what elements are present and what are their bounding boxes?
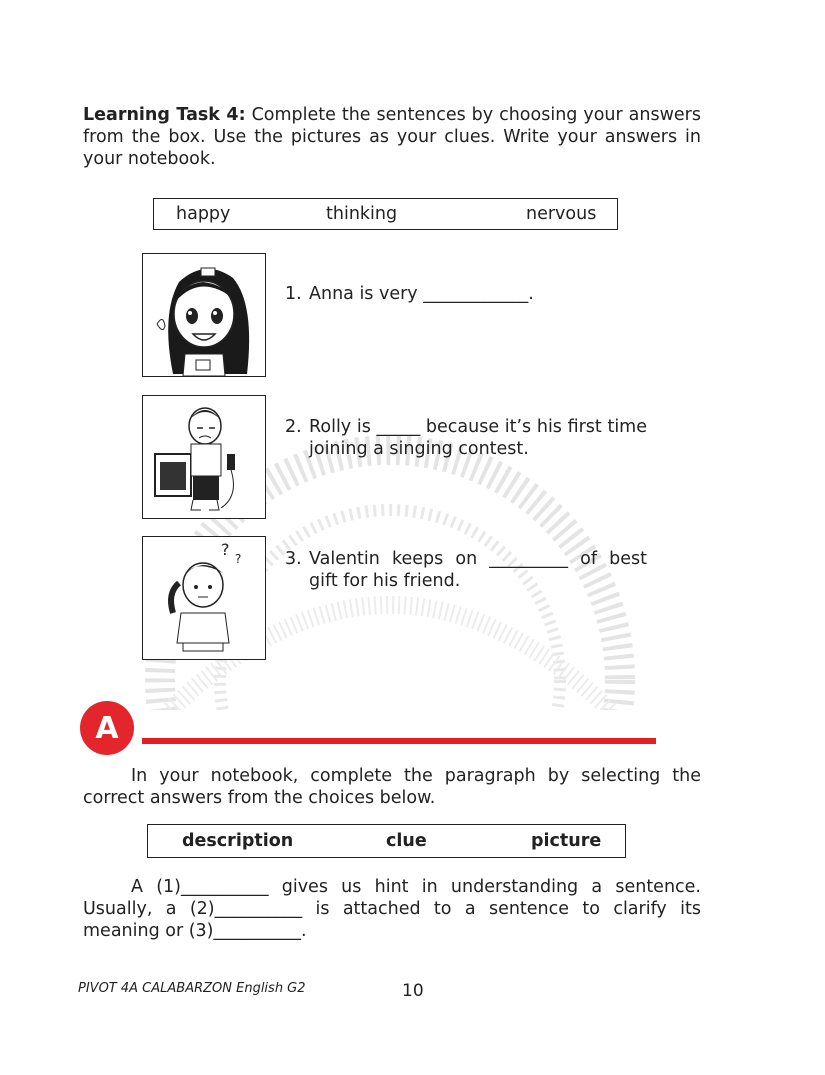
- question-3: [285, 548, 647, 592]
- thinking-boy-illustration: [143, 537, 265, 659]
- question-number: 1.: [285, 284, 302, 304]
- word-choice: thinking: [326, 204, 398, 224]
- section-a-instructions: [83, 765, 701, 809]
- section-a-badge: A: [80, 701, 134, 755]
- section-divider: [142, 738, 656, 744]
- svg-text:?: ?: [235, 552, 242, 566]
- task-text: Complete the sentences by choosing your answers from the box. Use the pictures as your clues. Write your answers in your notebook.: [83, 105, 701, 169]
- page-number: 10: [402, 981, 424, 1001]
- happy-girl-illustration: [143, 254, 265, 376]
- choices-box: [147, 824, 626, 858]
- choice-word: description: [182, 831, 294, 851]
- word-box: [153, 198, 618, 230]
- question-number: 3.: [285, 549, 302, 569]
- task-instructions: [83, 104, 701, 170]
- choice-word: clue: [386, 831, 427, 851]
- section-a-text: In your notebook, complete the paragraph by selecting the correct answers from the choices below.: [83, 766, 701, 808]
- question-text: Rolly is _____ because it’s his first time joining a singing contest.: [309, 417, 647, 459]
- picture-valentin: [142, 536, 266, 660]
- choice-word: picture: [531, 831, 602, 851]
- fill-in-paragraph: [83, 876, 701, 942]
- question-text: Anna is very ____________.: [309, 284, 534, 304]
- nervous-boy-illustration: [143, 396, 265, 518]
- word-choice: nervous: [526, 204, 597, 224]
- footer-source: PIVOT 4A CALABARZON English G2: [78, 981, 306, 996]
- svg-text:?: ?: [221, 540, 230, 559]
- question-1: [285, 283, 647, 305]
- picture-anna: [142, 253, 266, 377]
- question-number: 2.: [285, 417, 302, 437]
- task-label: Learning Task 4:: [83, 105, 246, 125]
- picture-rolly: [142, 395, 266, 519]
- word-choice: happy: [176, 204, 231, 224]
- question-text: Valentin keeps on _________ of best gift for his friend.: [309, 549, 647, 591]
- paragraph-text: A (1)__________ gives us hint in understanding a sentence. Usually, a (2)__________ is attached to a sentence to clarify its meaning or (3)__________.: [83, 877, 701, 941]
- question-2: [285, 416, 647, 460]
